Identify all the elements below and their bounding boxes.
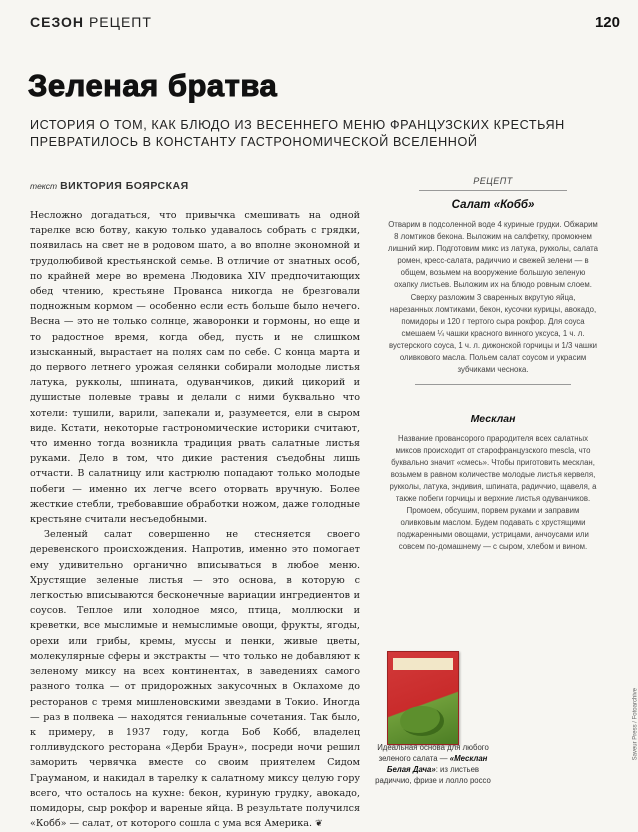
- recipe-title: Салат «Кобб»: [451, 199, 535, 211]
- product-image: [387, 651, 459, 745]
- subsection-name: РЕЦЕПТ: [88, 14, 152, 30]
- section-name: СЕЗОН: [30, 14, 85, 30]
- mesclun-text: Название провансорого прародителя всех салатных миксов происходит от старофранцузского mescla, что буквально значит «смесь». Чтобы приготовить месклан, возьмем в равном количестве молодые листья кервеля, рукколы, латука, эндивия, шпината, радиччио, щавеля, а также побеги горчицы и верхние листья одуванчиков. Промоем, обсушим, порвем руками и заправим оливковым маслом. Будем подавать с хрустящими поджаренными овощами, устрицами, анчоусами или совсем по-домашнему — с сыром, хлебом и вином.: [389, 434, 597, 552]
- article-paragraph-text: Зеленый салат совершенно не стесняется своего деревенского происхождения. Напротив, именно это помогает ему удивительно органично вписываться в любое меню. Хрустящие зеленые листья — это основа, в которую с легкостью вписываются бесконечные вариации ингредиентов и соусов. Теплое или холодное мясо, птица, моллюски и креветки, все мыслимые и немыслимые овощи, фрукты, ягоды, орехи или грибы, кремы, муссы и пенки, живые цветы, молекулярные сферы и экстракты — что только не добавляют к зеленому миксу на всех континентах, в заведениях самого разного толка — от придорожных закусочных в Оклахоме до ресторанов с тремя мишленовскими звездами в Токио. Иногда — раз в полвека — находятся гениальные сочетания. Так было, к примеру, в 1937 году, когда Боб Кобб, владелец голливудского ресторана «Дерби Браун», посреди ночи решил заморить червячка вместе со своим приятелем Сидом Грауманом, и накидал в тарелку к салатному миксу целую гору всего, что осталось на кухне: бекон, куриную грудку, авокадо, помидоры, сыр рокфор и вареные яйца. В результате получился «Кобб» — салат, от которого сошла с ума вся Америка.: [30, 529, 360, 830]
- article-paragraph: Несложно догадаться, что привычка смешивать на одной тарелке всю ботву, какую только удавалось собрать с грядки, появилась на свет не в родовом шато, а во вполне экономной и трудолюбивой крестьянской семье. В отличие от знатных особ, по крайней мере во времена Людовика XIV предпочитающих обед чтению, крестьяне Прованса никогда не брезговали подножным кормом — особенно если есть больше было нечего. Весна — это не только солнце, жаворонки и гормоны, но еще и то радостное время, когда обед, пусть и не слишком изысканный, вырастает на полях сам по себе. С конца марта и до первого летнего урожая селянки собирали молодые листья латука, рукколы, шпината, одуванчиков, дикий цикорий и душистые полевые травы и делали с ними буквально что хотели: тушили, варили, запекали и, разумеется, ели в сыром виде. Кстати, некоторые гастрономические историки считают, что именно тогда возникла традиция рвать салатные листья руками. Дело в том, что дикие растения съедобны лишь отчасти. В салатницу или кастрюлю попадают только молодые побеги — именно их легче всего оторвать вручную. Более жесткие стебли, требовавшие обработки ножом, даже голодные крестьяне считали несъедобными.: [30, 210, 360, 526]
- recipe-text: Отварим в подсоленной воде 4 куриные грудки. Обжарим 8 ломтиков бекона. Выложим на салфетку, промокнем лишний жир. Подготовим микс из латука, рукколы, салата ромен, кресс-салата, радиччио и свежей зелени — в общем, возьмем на вооружение большую зеленую охапку листьев. Выложим их на блюдо ровным слоем. Сверху разложим 3 сваренных вкрутую яйца, нарезанных ломтиками, бекон, кусочки курицы, авокадо, помидоры и 120 г тертого сыра рокфор. Для соуса смешаем ¼ чашки красного винного уксуса, 1 ч. л. вустерского соуса, 1 ч. л. дижонской горчицы и 1/3 чашки оливкового масла. Польем салат соусом и украсим зубчиками чеснока.: [388, 220, 598, 375]
- section-header: [30, 14, 152, 30]
- end-mark-icon: ❦: [315, 819, 323, 830]
- caption-text: Идеальная основа для любого зеленого салата —: [377, 743, 489, 763]
- salad-leaf-icon: [400, 706, 444, 736]
- article-lead: ИСТОРИЯ О ТОМ, КАК БЛЮДО ИЗ ВЕСЕННЕГО МЕНЮ ФРАНЦУЗСКИХ КРЕСТЬЯН ПРЕВРАТИЛОСЬ В КОНСТАНТУ ГАСТРОНОМИЧЕСКОЙ ВСЕЛЕННОЙ: [30, 118, 565, 149]
- product-caption: [373, 742, 493, 786]
- sidebar-divider: [419, 190, 567, 191]
- byline: [30, 180, 189, 192]
- byline-label: текст: [30, 181, 58, 191]
- caption-text-after: : из листьев радиччио, фризе и лолло россо: [375, 765, 491, 785]
- article-paragraph: [30, 527, 360, 832]
- page-number: 120: [594, 14, 620, 31]
- byline-author: ВИКТОРИЯ БОЯРСКАЯ: [60, 180, 189, 192]
- product-label: [393, 658, 453, 670]
- photo-credit: Saveur Press / Fotoarchive: [632, 688, 638, 761]
- article-body: [30, 208, 360, 832]
- caption-product-name: «Месклан Белая Дача»: [386, 754, 488, 774]
- recipe-sidebar: [378, 176, 608, 553]
- mesclun-title: Месклан: [470, 413, 516, 426]
- article-title: Зеленая братва: [28, 68, 278, 103]
- sidebar-divider: [415, 384, 571, 385]
- sidebar-tag: РЕЦЕПТ: [473, 176, 513, 186]
